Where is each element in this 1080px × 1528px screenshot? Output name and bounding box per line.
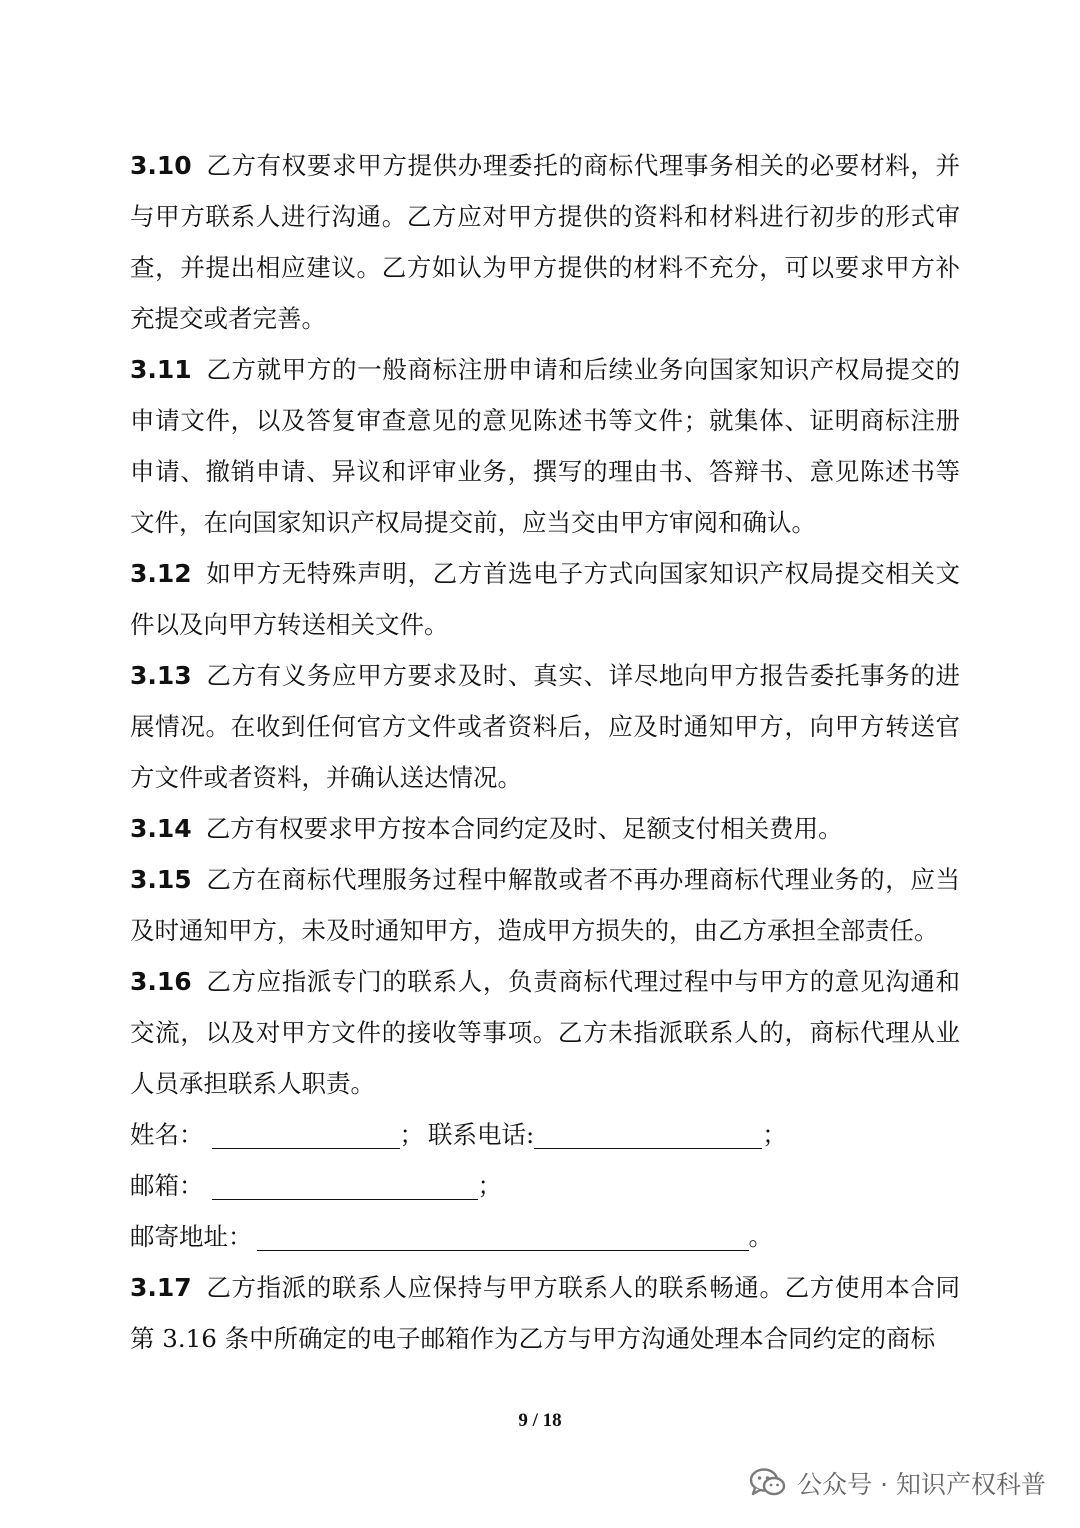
address-label: 邮寄地址： xyxy=(130,1222,253,1251)
clause-number: 3.15 xyxy=(130,865,192,894)
clause-text: 乙方有权要求甲方提供办理委托的商标代理事务相关的必要材料，并与甲方联系人进行沟通。乙方应对甲方提供的资料和材料进行初步的形式审查，并提出相应建议。乙方如认为甲方提供的材料不充分，可以要求甲方补充提交或者完善。 xyxy=(130,151,960,333)
clause-text: 乙方应指派专门的联系人，负责商标代理过程中与甲方的意见沟通和交流，以及对甲方文件的接收等事项。乙方未指派联系人的，商标代理从业人员承担联系人职责。 xyxy=(130,967,960,1098)
wechat-icon xyxy=(749,1467,787,1499)
clause-3-13 xyxy=(130,650,960,803)
clause-number: 3.10 xyxy=(130,151,192,180)
contact-name-phone-row xyxy=(130,1109,960,1160)
name-blank[interactable] xyxy=(212,1118,400,1149)
phone-blank[interactable] xyxy=(534,1118,762,1149)
address-blank[interactable] xyxy=(257,1220,749,1251)
page-number: 9 / 18 xyxy=(518,1410,562,1431)
clause-text: 乙方有义务应甲方要求及时、真实、详尽地向甲方报告委托事务的进展情况。在收到任何官方文件或者资料后，应及时通知甲方，向甲方转送官方文件或者资料，并确认送达情况。 xyxy=(130,661,960,792)
clause-number: 3.14 xyxy=(130,814,192,843)
clause-3-11 xyxy=(130,344,960,548)
phone-label: 联系电话: xyxy=(428,1120,535,1149)
separator: ； xyxy=(762,1120,787,1149)
email-blank[interactable] xyxy=(212,1169,478,1200)
watermark-text: 公众号 · 知识产权科普 xyxy=(797,1470,1046,1499)
clause-3-14 xyxy=(130,803,960,854)
clause-3-16 xyxy=(130,956,960,1109)
clause-text: 如甲方无特殊声明，乙方首选电子方式向国家知识产权局提交相关文件以及向甲方转送相关文件。 xyxy=(130,559,960,639)
clause-number: 3.11 xyxy=(130,355,192,384)
clause-3-15 xyxy=(130,854,960,956)
clause-number: 3.17 xyxy=(130,1273,192,1302)
clause-3-10 xyxy=(130,140,960,344)
separator: ； xyxy=(399,1120,424,1149)
clause-text: 乙方有权要求甲方按本合同约定及时、足额支付相关费用。 xyxy=(205,814,843,843)
clause-number: 3.12 xyxy=(130,559,192,588)
email-label: 邮箱： xyxy=(130,1171,204,1200)
end-mark: 。 xyxy=(748,1222,773,1251)
contact-address-row xyxy=(130,1211,960,1262)
clause-number: 3.13 xyxy=(130,661,192,690)
clause-3-12 xyxy=(130,548,960,650)
contact-email-row xyxy=(130,1160,960,1211)
watermark xyxy=(749,1465,1046,1501)
clause-number: 3.16 xyxy=(130,967,192,996)
clause-text: 乙方就甲方的一般商标注册申请和后续业务向国家知识产权局提交的申请文件，以及答复审查意见的意见陈述书等文件；就集体、证明商标注册申请、撤销申请、异议和评审业务，撰写的理由书、答辩书、意见陈述书等文件，在向国家知识产权局提交前，应当交由甲方审阅和确认。 xyxy=(130,355,960,537)
separator: ； xyxy=(477,1171,502,1200)
clause-text: 乙方指派的联系人应保持与甲方联系人的联系畅通。乙方使用本合同第 3.16 条中所确定的电子邮箱作为乙方与甲方沟通处理本合同约定的商标 xyxy=(130,1273,960,1353)
clause-text: 乙方在商标代理服务过程中解散或者不再办理商标代理业务的，应当及时通知甲方，未及时通知甲方，造成甲方损失的，由乙方承担全部责任。 xyxy=(130,865,960,945)
clause-list xyxy=(130,140,960,1364)
clause-3-17 xyxy=(130,1262,960,1364)
name-label: 姓名： xyxy=(130,1120,204,1149)
